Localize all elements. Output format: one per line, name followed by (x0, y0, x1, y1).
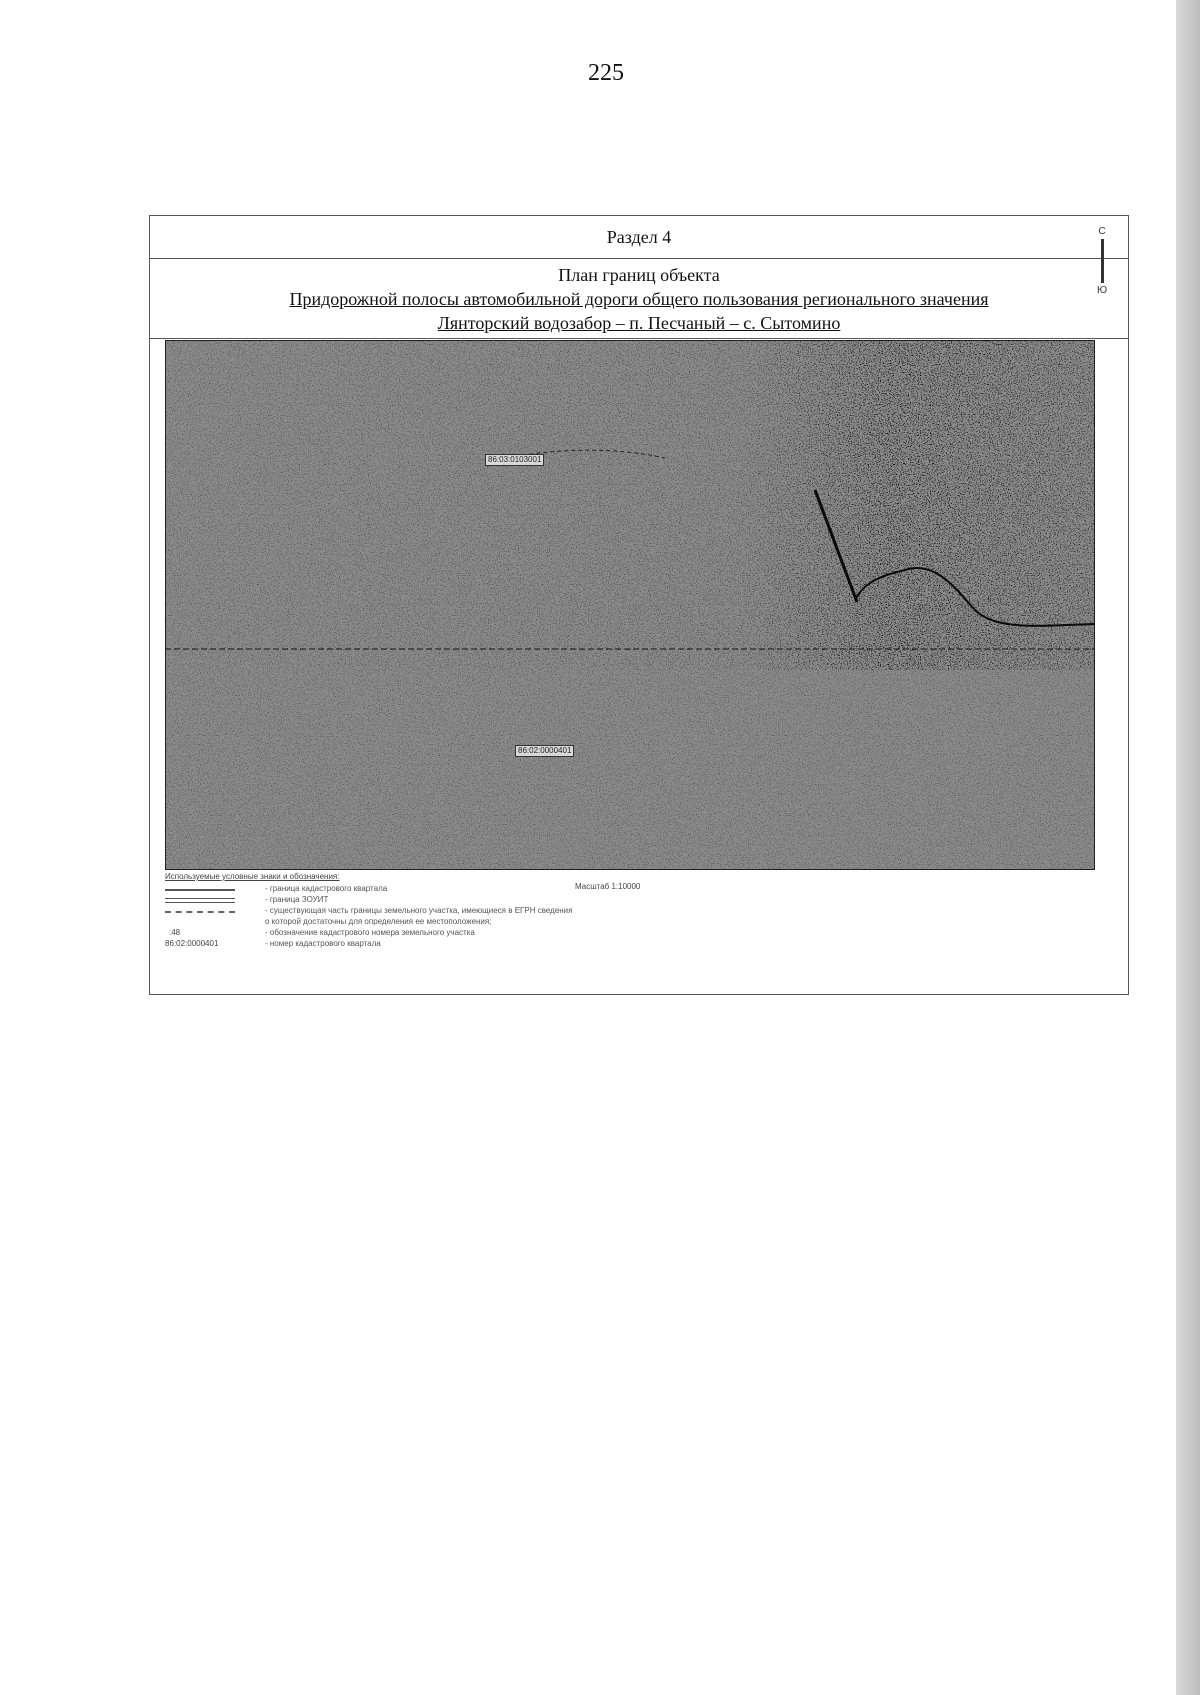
plan-title (150, 259, 1128, 339)
legend-text: - существующая часть границы земельного участка, имеющиеся в ЕГРН сведения (265, 906, 573, 915)
plan-title-line1: План границ объекта (558, 265, 720, 285)
map-texture-light (165, 340, 1095, 870)
map-image (165, 340, 1095, 870)
cadastral-map (165, 340, 1095, 870)
legend-symbol: :48 (169, 928, 181, 937)
section-label: Раздел 4 (150, 216, 1128, 259)
page-edge-shadow (1176, 0, 1200, 1695)
legend-text: - обозначение кадастрового номера земельного участка (265, 928, 475, 937)
legend-heading: Используемые условные знаки и обозначения: (165, 872, 340, 881)
legend-item (165, 939, 765, 950)
legend-text: - номер кадастрового квартала (265, 939, 381, 948)
north-arrow (1095, 226, 1109, 306)
plan-title-line3: Лянторский водозабор – п. Песчаный – с. Сытомино (437, 313, 841, 333)
legend-symbol: 86:02:0000401 (165, 939, 219, 948)
map-label-quarter-2: 86:02:0000401 (515, 745, 574, 757)
north-arrow-bottom: Ю (1096, 285, 1108, 296)
north-arrow-bar (1101, 239, 1104, 283)
legend-scale: Масштаб 1:10000 (575, 882, 641, 891)
north-arrow-top: С (1098, 226, 1106, 237)
legend-symbol (165, 906, 235, 917)
plan-title-line2: Придорожной полосы автомобильной дороги общего пользования регионального значения (289, 289, 989, 309)
legend-text: о которой достаточны для определения ее местоположения; (265, 917, 492, 926)
legend-item (165, 895, 765, 906)
legend-text: - граница кадастрового квартала (265, 884, 388, 893)
legend-item (165, 917, 765, 928)
legend-symbol (165, 884, 235, 895)
map-legend (165, 872, 765, 962)
legend-item (165, 884, 765, 895)
legend-item (165, 906, 765, 917)
section-frame (149, 215, 1129, 995)
legend-item (165, 928, 765, 939)
map-label-quarter-1: 86:03:0103001 (485, 454, 544, 466)
page-number: 225 (588, 60, 624, 86)
legend-text: - граница ЗОУИТ (265, 895, 329, 904)
legend-symbol (165, 895, 235, 906)
